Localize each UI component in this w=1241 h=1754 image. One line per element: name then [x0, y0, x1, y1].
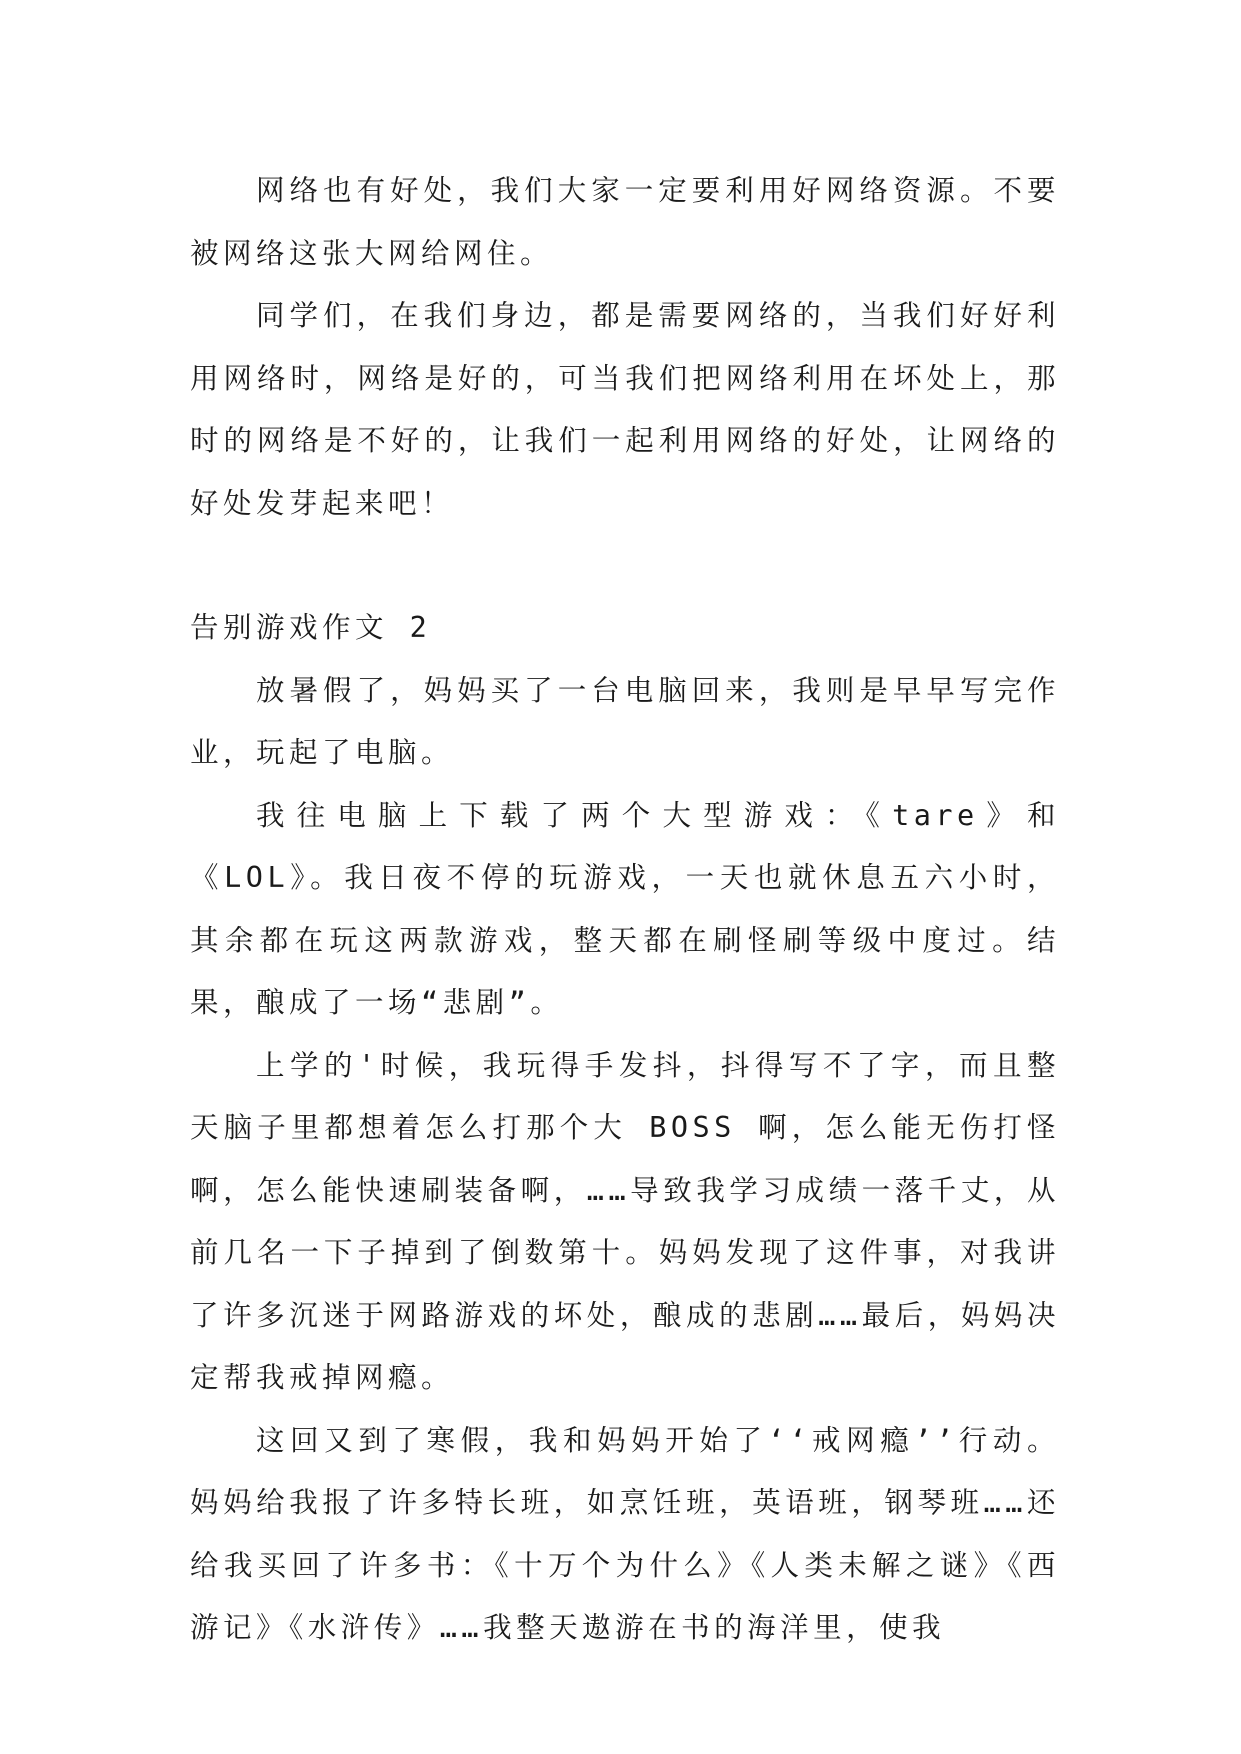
- intro-paragraph-1: 网络也有好处，我们大家一定要利用好网络资源。不要被网络这张大网给网住。: [190, 174, 1060, 270]
- body-paragraph-4: 这回又到了寒假，我和妈妈开始了‘‘戒网瘾’’行动。妈妈给我报了许多特长班，如烹饪班，英语班，钢琴班……还给我买回了许多书：《十万个为什么》《人类未解之谜》《西游记》《水浒传》……我整天遨游在书的海洋里，使我: [190, 1423, 1060, 1644]
- body-paragraph-1: 放暑假了，妈妈买了一台电脑回来，我则是早早写完作业，玩起了电脑。: [190, 673, 1060, 769]
- document-page: [190, 160, 1060, 1660]
- section-title: 告别游戏作文 2: [190, 611, 432, 644]
- body-paragraph-3: 上学的'时候，我玩得手发抖，抖得写不了字，而且整天脑子里都想着怎么打那个大 BOSS 啊，怎么能无伤打怪啊，怎么能快速刷装备啊，……导致我学习成绩一落千丈，从前几名一下子掉到了倒数第十。妈妈发现了这件事，对我讲了许多沉迷于网路游戏的坏处，酿成的悲剧……最后，妈妈决定帮我戒掉网瘾。: [190, 1048, 1060, 1394]
- body-paragraph-2: 我往电脑上下载了两个大型游戏：《tare》和《LOL》。我日夜不停的玩游戏，一天也就休息五六小时，其余都在玩这两款游戏，整天都在刷怪刷等级中度过。结果，酿成了一场“悲剧”。: [190, 798, 1060, 1019]
- intro-paragraph-2: 同学们，在我们身边，都是需要网络的，当我们好好利用网络时，网络是好的，可当我们把网络利用在坏处上，那时的网络是不好的，让我们一起利用网络的好处，让网络的好处发芽起来吧！: [190, 299, 1060, 520]
